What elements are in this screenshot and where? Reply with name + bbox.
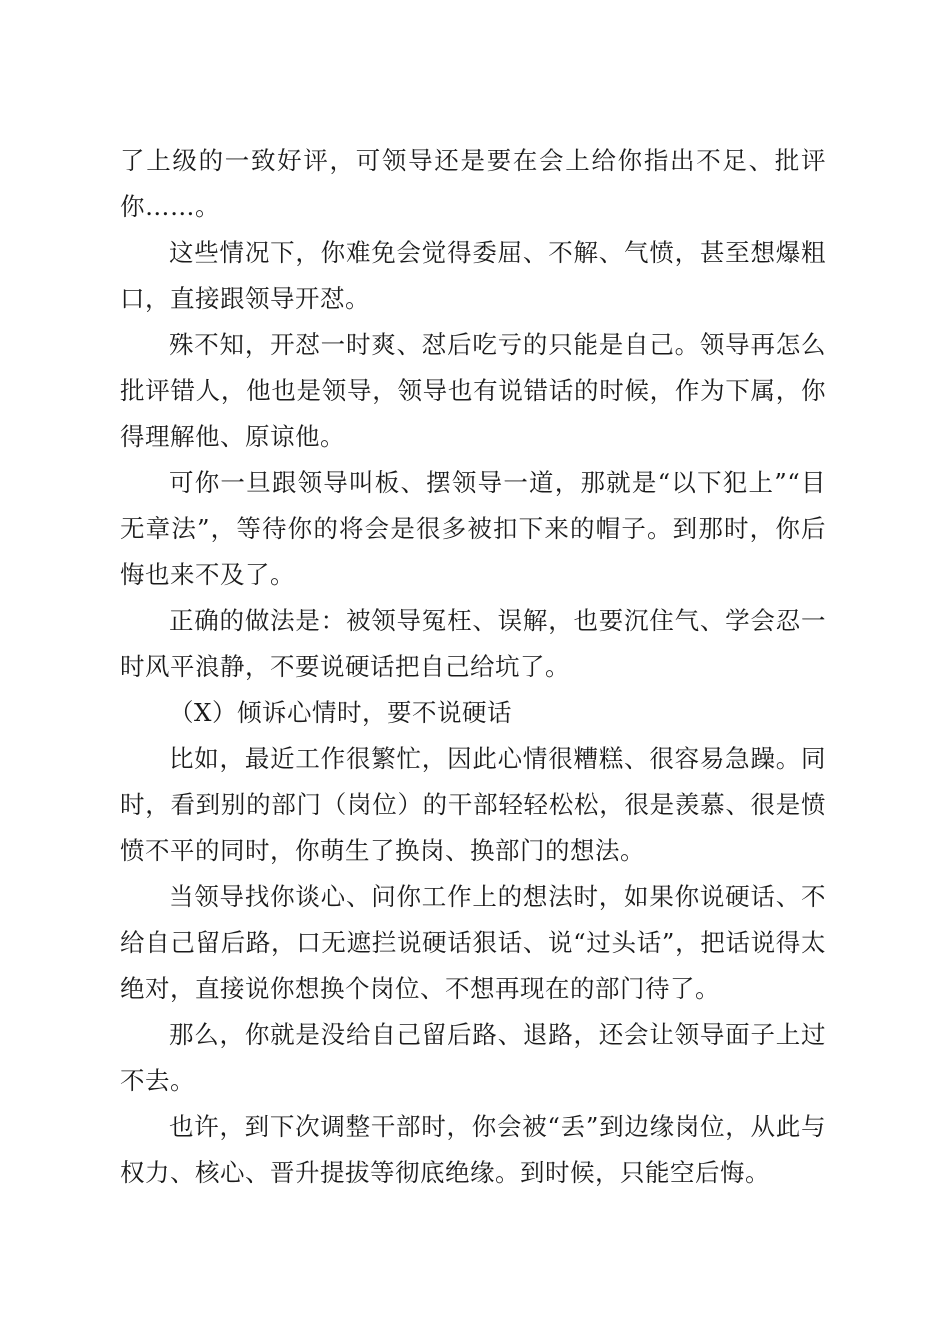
paragraph: 比如，最近工作很繁忙，因此心情很糟糕、很容易急躁。同时，看到别的部门（岗位）的干部轻轻松松，很是羡慕、很是愤愤不平的同时，你萌生了换岗、换部门的想法。 [120, 744, 826, 865]
section-heading: （X）倾诉心情时，要不说硬话 [169, 698, 512, 727]
paragraph: 那么，你就是没给自己留后路、退路，还会让领导面子上过不去。 [120, 1020, 826, 1095]
paragraph: 当领导找你谈心、问你工作上的想法时，如果你说硬话、不给自己留后路，口无遮拦说硬话狠话、说“过头话”，把话说得太绝对，直接说你想换个岗位、不想再现在的部门待了。 [120, 882, 826, 1003]
paragraph: 殊不知，开怼一时爽、怼后吃亏的只能是自己。领导再怎么批评错人，他也是领导，领导也有说错话的时候，作为下属，你得理解他、原谅他。 [120, 330, 826, 451]
paragraph-continuation: 了上级的一致好评，可领导还是要在会上给你指出不足、批评你……。 [120, 146, 826, 221]
paragraph: 正确的做法是：被领导冤枉、误解，也要沉住气、学会忍一时风平浪静，不要说硬话把自己给坑了。 [120, 606, 826, 681]
paragraph: 这些情况下，你难免会觉得委屈、不解、气愤，甚至想爆粗口，直接跟领导开怼。 [120, 238, 826, 313]
paragraph: 也许，到下次调整干部时，你会被“丢”到边缘岗位，从此与权力、核心、晋升提拔等彻底绝缘。到时候，只能空后悔。 [120, 1112, 826, 1187]
document-body [120, 138, 826, 1196]
paragraph: 可你一旦跟领导叫板、摆领导一道，那就是“以下犯上”“目无章法”，等待你的将会是很多被扣下来的帽子。到那时，你后悔也来不及了。 [120, 468, 826, 589]
